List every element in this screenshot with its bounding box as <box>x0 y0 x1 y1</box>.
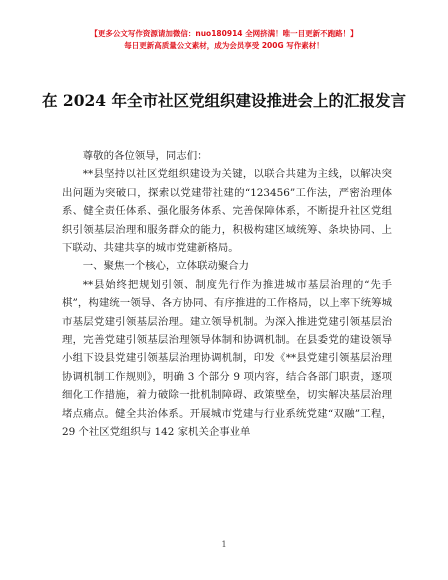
page-number: 1 <box>221 540 227 549</box>
section-1-paragraph: **县始终把规划引领、制度先行作为推进城市基层治理的“先手棋”，构建统一领导、各方协同、有序推进的工作格局，以上率下统筹城市基层党建引领基层治理。建立领导机制。为深入推进党建引领基层治理，完善党建引领基层治理领导体制和协调机制。在县委党的建设领导小组下设县党建引领基层治理协调机制，印发《**县党建引领基层治理协调机制工作规则》，明确 3 个部分 9 项内容，结合各部门职责，逐项细化工作措施，着力破除一批机制障碍、政策壁垒，切实解决基层治理堵点痛点。健全共治体系。开展城市党建与行业系统党建“双融”工程，29 个社区党组织与 142 家机关企事业单 <box>62 278 392 439</box>
document-title: 在 2024 年全市社区党组织建设推进会上的汇报发言 <box>42 91 406 110</box>
promo-banner-line-2: 每日更新高质量公文素材，成为会员享受 200G 写作素材！ <box>124 41 324 50</box>
salutation: 尊敬的各位领导，同志们： <box>82 150 208 162</box>
promo-banner <box>0 28 448 52</box>
promo-banner-line-1: 【更多公文写作资源请加微信：nuo180914 全网挤满！唯一目更新不跑路！】 <box>90 29 358 38</box>
intro-paragraph: **县坚持以社区党组织建设为关键，以联合共建为主线，以解决突出问题为突破口，探索以党建带社建的“123456”工作法，严密治理体系、健全责任体系、强化服务体系、完善保障体系，不断提升社区党组织引领基层治理和服务群众的能力，积极构建区域统筹、条块协同、上下联动、共建共享的城市党建新格局。 <box>62 168 392 255</box>
document-body <box>62 147 392 442</box>
section-1-heading: 一、聚焦一个核心，立体联动聚合力 <box>82 260 250 273</box>
